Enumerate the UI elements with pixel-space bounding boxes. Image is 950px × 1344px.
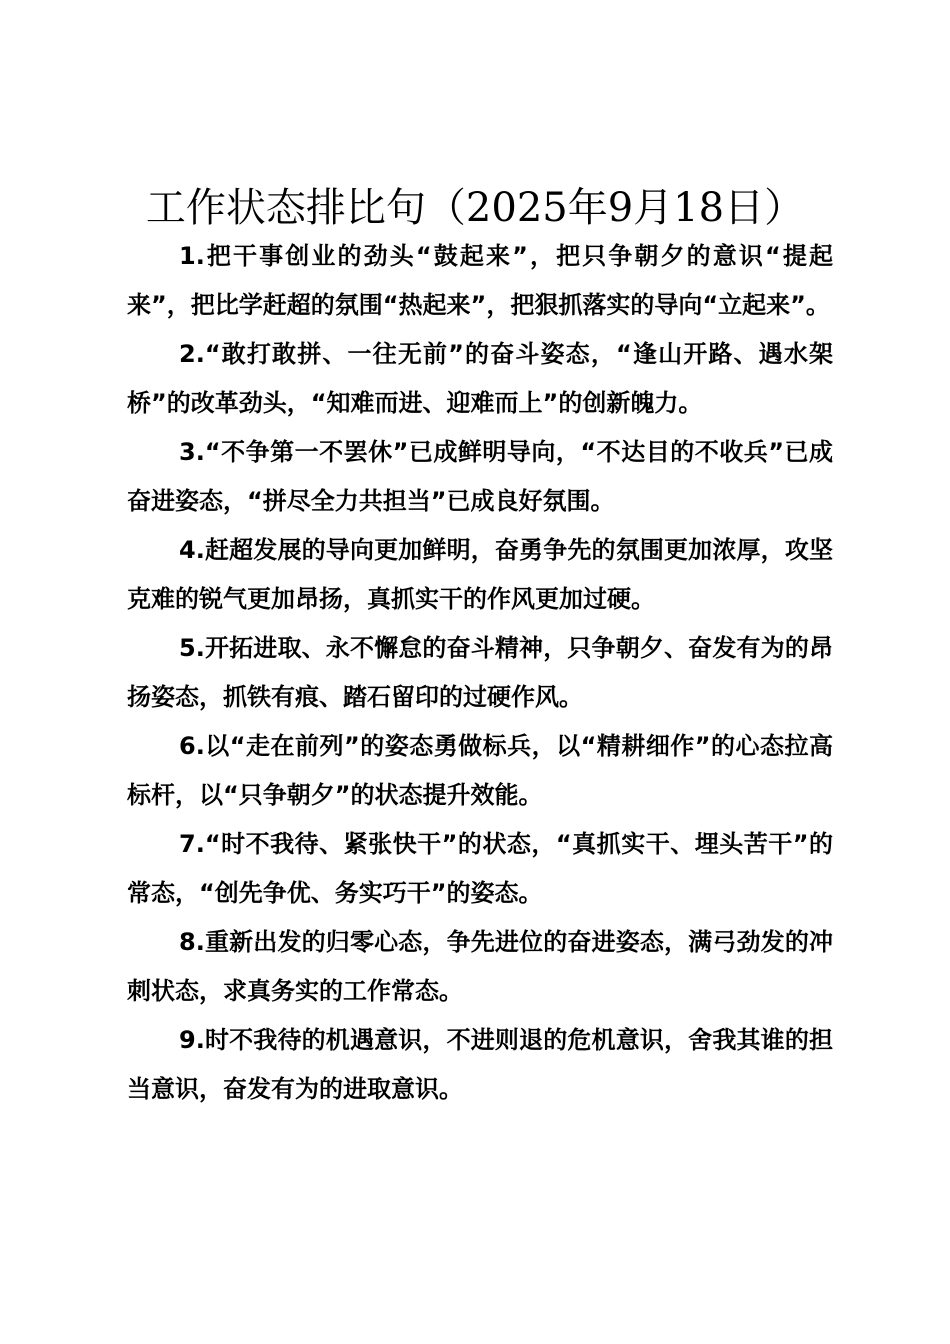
- paragraph-9: 9.时不我待的机遇意识，不进则退的危机意识，舍我其谁的担当意识，奋发有为的进取意识。: [127, 1026, 833, 1103]
- paragraph-4: 4.赶超发展的导向更加鲜明，奋勇争先的氛围更加浓厚，攻坚克难的锐气更加昂扬，真抓实干的作风更加过硬。: [127, 536, 833, 613]
- paragraph-7: 7.“时不我待、紧张快干”的状态，“真抓实干、埋头苦干”的常态，“创先争优、务实巧干”的姿态。: [127, 830, 833, 907]
- paragraph-6: 6.以“走在前列”的姿态勇做标兵，以“精耕细作”的心态拉高标杆，以“只争朝夕”的状态提升效能。: [127, 732, 833, 809]
- paragraph-8: 8.重新出发的归零心态，争先进位的奋进姿态，满弓劲发的冲刺状态，求真务实的工作常态。: [127, 928, 833, 1005]
- paragraph-5: 5.开拓进取、永不懈怠的奋斗精神，只争朝夕、奋发有为的昂扬姿态，抓铁有痕、踏石留印的过硬作风。: [127, 634, 833, 711]
- document-title: 工作状态排比句（2025年9月18日）: [145, 185, 805, 231]
- paragraph-2: 2.“敢打敢拼、一往无前”的奋斗姿态，“逢山开路、遇水架桥”的改革劲头，“知难而进、迎难而上”的创新魄力。: [127, 340, 833, 417]
- paragraph-3: 3.“不争第一不罢休”已成鲜明导向，“不达目的不收兵”已成奋进姿态，“拼尽全力共担当”已成良好氛围。: [127, 438, 833, 515]
- document-body: [127, 232, 833, 1114]
- paragraph-1: 1.把干事创业的劲头“鼓起来”，把只争朝夕的意识“提起来”，把比学赶超的氛围“热起来”，把狠抓落实的导向“立起来”。: [127, 242, 833, 319]
